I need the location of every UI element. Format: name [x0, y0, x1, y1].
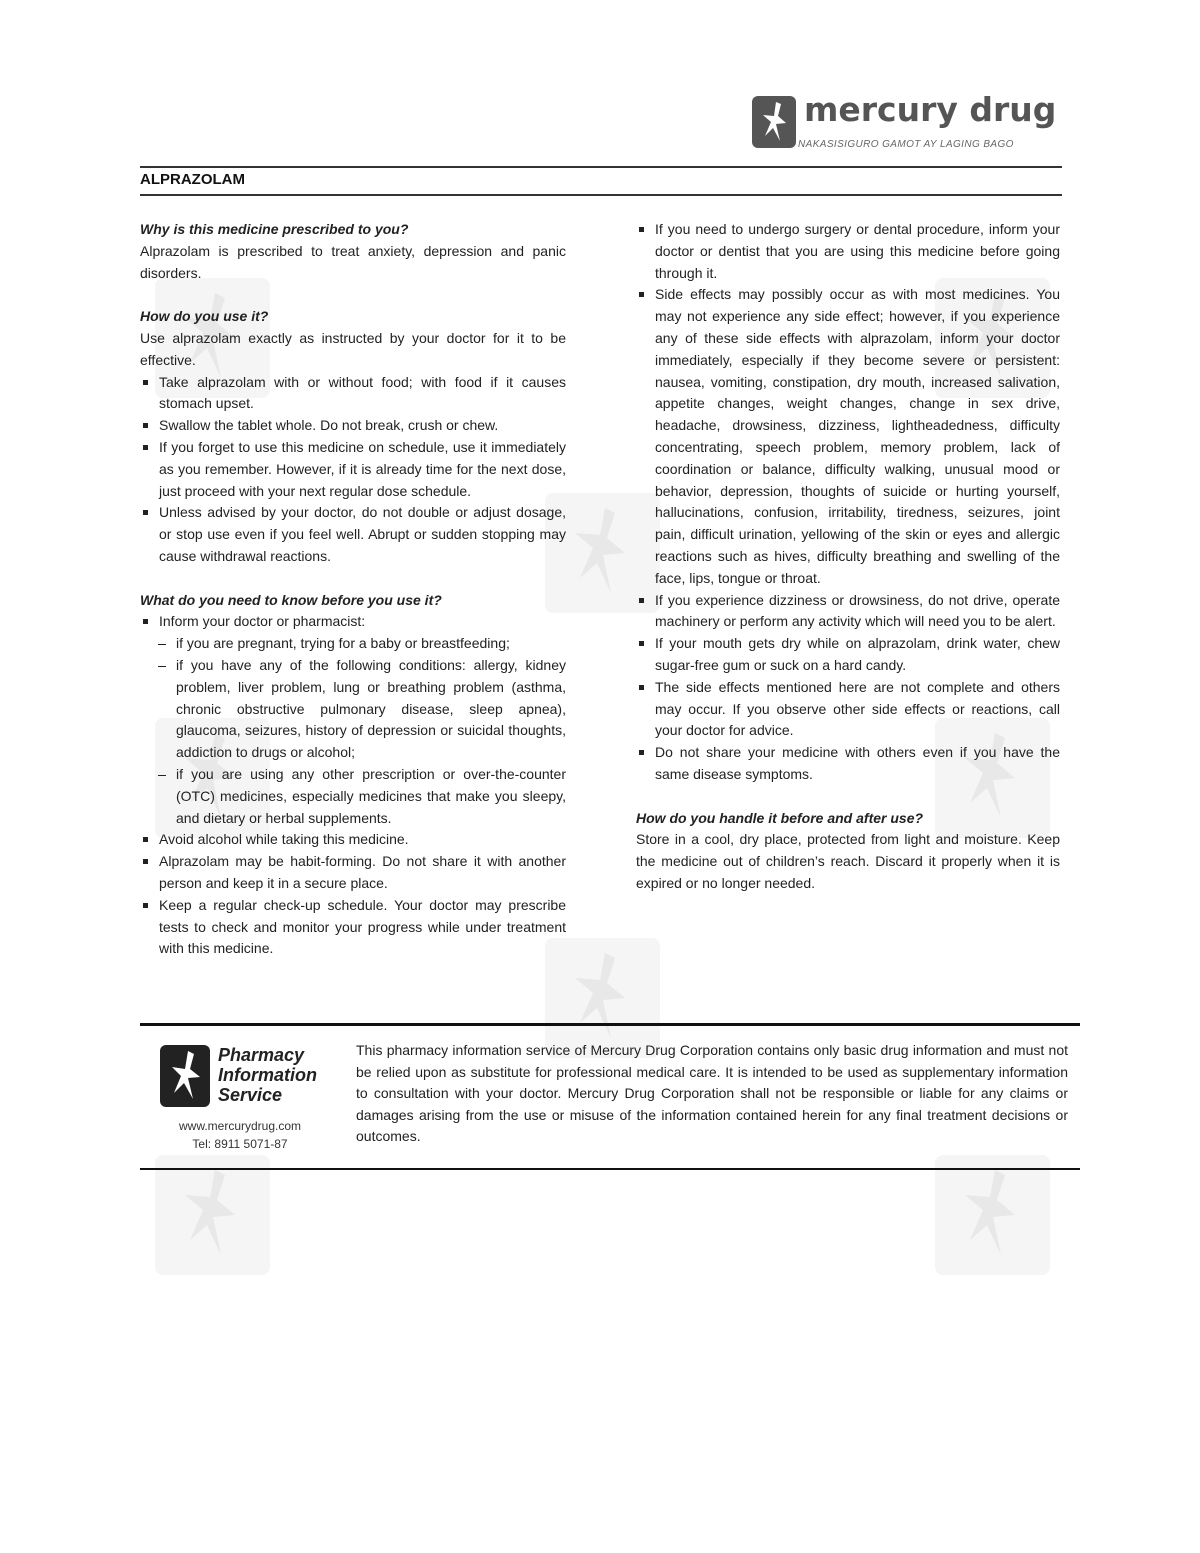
telephone: Tel: 8911 5071-87 [192, 1137, 288, 1151]
brand-tagline: NAKASISIGURO GAMOT AY LAGING BAGO [798, 139, 1014, 150]
disclaimer: This pharmacy information service of Mercury Drug Corporation contains only basic drug information and must not be relied upon as substitute for professional medical care. It is intended to be used as supplementary information to consultation with your doctor. Mercury Drug Corporation shall not be responsible or liable for any claims or damages arising from the use or misuse of the information contained herein for any final treatment decisions or outcomes. [356, 1042, 1068, 1145]
list-item: Unless advised by your doctor, do not double or adjust dosage, or stop use even if you feel well. Abrupt or sudden stopping may cause withdrawal reactions. [140, 502, 566, 567]
contact-info [160, 1117, 320, 1153]
know-list [140, 611, 566, 960]
list-item: Do not share your medicine with others even if you have the same disease symptoms. [636, 742, 1060, 786]
list-item: If you need to undergo surgery or dental procedure, inform your doctor or dentist that you are using this medicine before going through it. [636, 219, 1060, 284]
list-item: If your mouth gets dry while on alprazolam, drink water, chew sugar-free gum or suck on a hard candy. [636, 633, 1060, 677]
mercury-figure-icon [752, 96, 796, 148]
list-item: Side effects may possibly occur as with most medicines. You may not experience any side effect; however, if you experience any of these side effects with alprazolam, inform your doctor immediately, especially if they become severe or persistent: nausea, vomiting, constipation, dry mouth, increased salivation, appetite changes, weight changes, change in sex drive, headache, drowsiness, dizziness, lightheadedness, difficulty concentrating, speech problem, memory problem, lack of coordination or balance, difficulty walking, unusual mood or behavior, depression, thoughts of suicide or hurting yourself, hallucinations, confusion, irritability, tiredness, seizures, joint pain, difficult urination, yellowing of the skin or eyes and allergic reactions such as hives, difficulty breathing and swelling of the face, lips, tongue or throat. [636, 284, 1060, 589]
list-item: Keep a regular check-up schedule. Your doctor may prescribe tests to check and monitor your progress while under treatment with this medicine. [140, 895, 566, 960]
pis-title [218, 1045, 317, 1105]
watermark-logo-icon [935, 1155, 1050, 1275]
section-heading-know: What do you need to know before you use it? [140, 591, 442, 608]
list-item: Alprazolam may be habit-forming. Do not share it with another person and keep it in a secure place. [140, 851, 566, 895]
pis-title-line: Pharmacy [218, 1045, 305, 1065]
section-heading-why: Why is this medicine prescribed to you? [140, 221, 409, 237]
section-heading-handle: How do you handle it before and after use? [636, 809, 924, 826]
section-heading-how-use: How do you use it? [140, 308, 269, 325]
sub-list-item: if you have any of the following conditions: allergy, kidney problem, liver problem, lung or breathing problem (asthma, chronic obstructive pulmonary disease, sleep apnea), glaucoma, seizures, history of depression or suicidal thoughts, addiction to drugs or alcohol; [157, 655, 566, 764]
pharmacy-information-service-logo [160, 1045, 340, 1151]
know-sub-list [157, 633, 566, 829]
list-item: Swallow the tablet whole. Do not break, crush or chew. [140, 415, 566, 437]
list-item [140, 611, 566, 829]
title-rule-top [140, 166, 1062, 168]
paragraph-how-use: Use alprazolam exactly as instructed by your doctor for it to be effective. [140, 329, 566, 368]
right-column [636, 219, 1060, 895]
watermark-logo-icon [155, 1155, 270, 1275]
left-column [140, 219, 566, 960]
mercury-figure-icon [160, 1045, 210, 1107]
footer-rule-bottom [140, 1168, 1080, 1170]
list-item: The side effects mentioned here are not complete and others may occur. If you observe other side effects or reactions, call your doctor for advice. [636, 677, 1060, 742]
page-title: ALPRAZOLAM [140, 171, 245, 188]
sub-list-item: if you are pregnant, trying for a baby or breastfeeding; [157, 633, 566, 655]
use-list [140, 372, 566, 568]
mercury-drug-logo [752, 90, 1062, 156]
warnings-list [636, 219, 1060, 786]
title-rule-bottom [140, 194, 1062, 196]
sub-list-item: if you are using any other prescription or over-the-counter (OTC) medicines, especially medicines that make you sleepy, and dietary or herbal supplements. [157, 764, 566, 829]
website-link[interactable]: www.mercurydrug.com [178, 1119, 302, 1133]
pis-title-line: Information [218, 1065, 317, 1085]
list-item-text: Inform your doctor or pharmacist: [159, 613, 366, 630]
brand-name: mercury drug [804, 90, 1057, 129]
list-item: Avoid alcohol while taking this medicine. [140, 829, 566, 851]
list-item: Take alprazolam with or without food; with food if it causes stomach upset. [140, 372, 566, 416]
pis-title-line: Service [218, 1085, 283, 1105]
list-item: If you forget to use this medicine on schedule, use it immediately as you remember. However, if it is already time for the next dose, just proceed with your next regular dose schedule. [140, 437, 566, 502]
list-item: If you experience dizziness or drowsiness, do not drive, operate machinery or perform any activity which will need you to be alert. [636, 590, 1060, 634]
paragraph-handle: Store in a cool, dry place, protected from light and moisture. Keep the medicine out of children’s reach. Discard it properly when it is expired or no longer needed. [636, 831, 1060, 891]
footer-rule-top [140, 1023, 1080, 1026]
paragraph-why: Alprazolam is prescribed to treat anxiety, depression and panic disorders. [140, 242, 566, 281]
